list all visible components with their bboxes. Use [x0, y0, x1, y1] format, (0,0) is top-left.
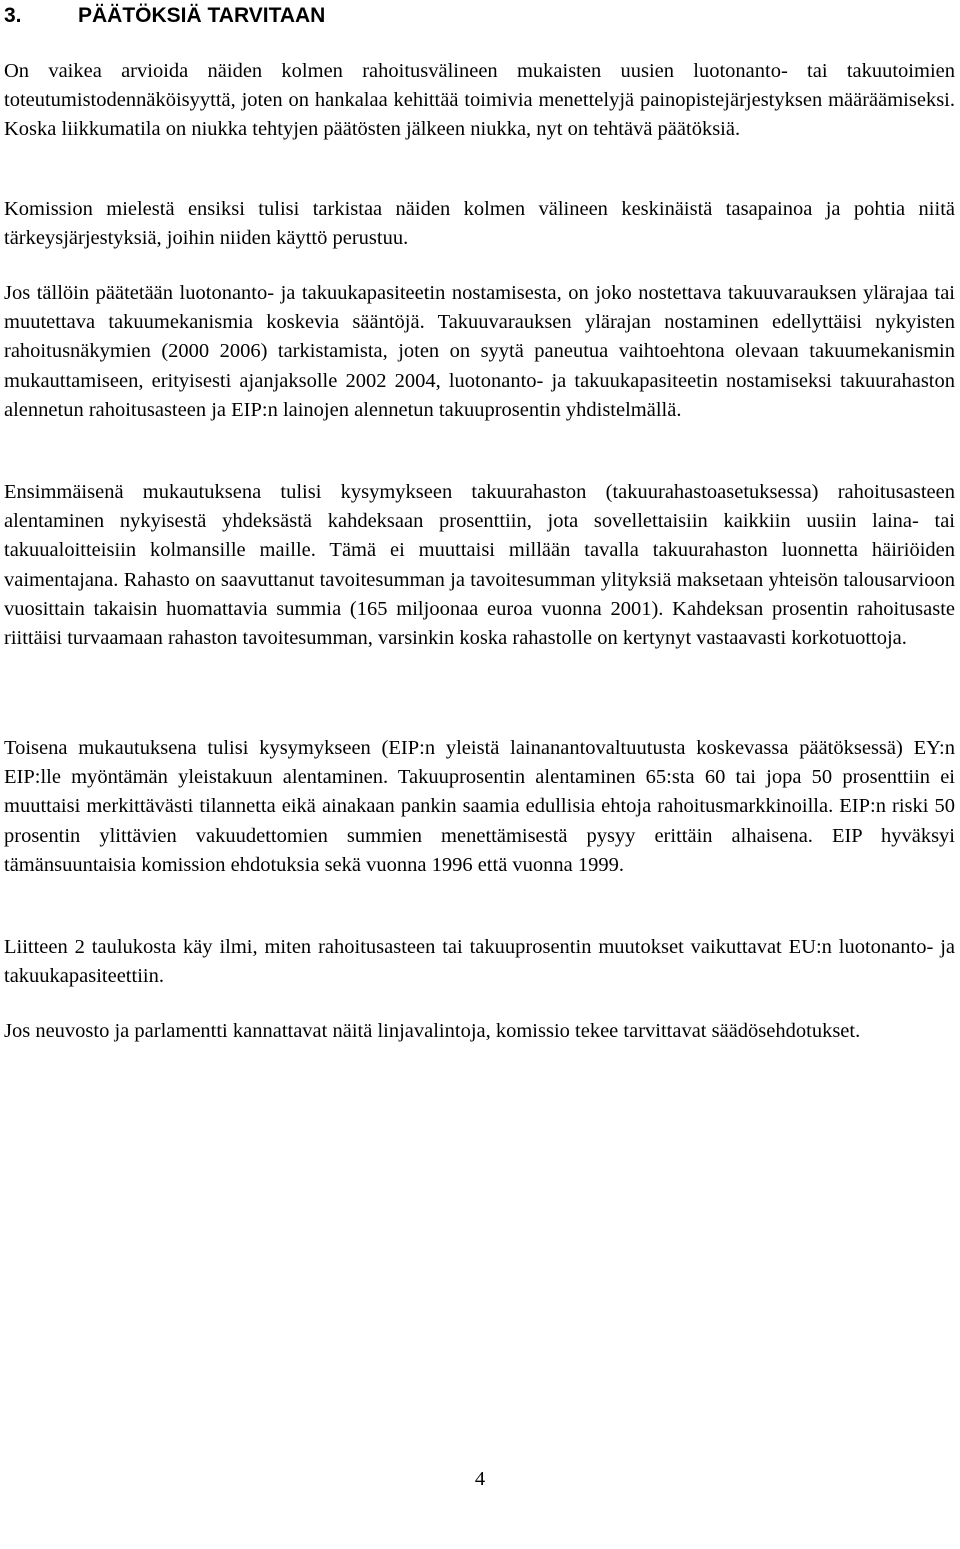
- section-title: PÄÄTÖKSIÄ TARVITAAN: [78, 4, 326, 27]
- section-number: 3.: [4, 4, 22, 27]
- paragraph-6: Liitteen 2 taulukosta käy ilmi, miten rahoitusasteen tai takuuprosentin muutokset vaikuttavat EU:n luotonanto- ja takuukapasiteettiin.: [4, 936, 955, 988]
- paragraph-2: Komission mielestä ensiksi tulisi tarkistaa näiden kolmen välineen keskinäistä tasapainoa ja pohtia niitä tärkeysjärjestyksiä, joihin niiden käyttö perustuu.: [4, 198, 955, 250]
- page-number: 4: [474, 1468, 486, 1490]
- paragraph-1: On vaikea arvioida näiden kolmen rahoitusvälineen mukaisten uusien luotonanto- tai takuutoimien toteutumistodennäköisyyttä, joten on hankalaa kehittää toimivia menettelyjä painopistejärjestyksen määräämiseksi. Koska liikkumatila on niukka tehtyjen päätösten jälkeen niukka, nyt on tehtävä päätöksiä.: [4, 60, 955, 141]
- paragraph-3: Jos tällöin päätetään luotonanto- ja takuukapasiteetin nostamisesta, on joko nostettava takuuvarauksen ylärajaa tai muutettava takuumekanismia koskevia sääntöjä. Takuuvarauksen ylärajan nostaminen edellyttäisi nykyisten rahoitusnäkymien (2000 2006) tarkistamista, joten on syytä paneutua vaihtoehtona olevaan takuumekanismin mukauttamiseen, erityisesti ajanjaksolle 2002 2004, luotonanto- ja takuukapasiteetin nostamiseksi takuurahaston alennetun rahoitusasteen ja EIP:n lainojen alennetun takuuprosentin yhdistelmällä.: [4, 282, 955, 421]
- paragraph-4: Ensimmäisenä mukautuksena tulisi kysymykseen takuurahaston (takuurahastoasetuksessa) rahoitusasteen alentaminen nykyisestä yhdeksästä kahdeksaan prosenttiin, jota sovellettaisiin kaikkiin uusiin laina- tai takuualoitteisiin kolmansille maille. Tämä ei muuttaisi millään tavalla takuurahaston luonnetta häiriöiden vaimentajana. Rahasto on saavuttanut tavoitesumman ja tavoitesumman ylityksiä maksetaan yhteisön talousarvioon vuosittain takaisin huomattavia summia (165 miljoonaa euroa vuonna 2001). Kahdeksan prosentin rahoitusaste riittäisi turvaamaan rahaston tavoitesumman, varsinkin koska rahastolle on kertynyt vastaavasti korkotuottoja.: [4, 481, 955, 650]
- paragraph-7: Jos neuvosto ja parlamentti kannattavat näitä linjavalintoja, komissio tekee tarvittavat säädösehdotukset.: [4, 1020, 861, 1042]
- section-heading: [4, 2, 325, 30]
- paragraph-5: Toisena mukautuksena tulisi kysymykseen (EIP:n yleistä lainanantovaltuutusta koskevassa päätöksessä) EY:n EIP:lle myöntämän yleistakuun alentaminen. Takuuprosentin alentaminen 65:sta 60 tai jopa 50 prosenttiin ei muuttaisi merkittävästi tilannetta eikä ainakaan pankin saamia edullisia ehtoja rahoitusmarkkinoilla. EIP:n riski 50 prosentin ylittävien vakuudettomien summien menettämisestä pysyy erittäin alhaisena. EIP hyväksyi tämänsuuntaisia komission ehdotuksia sekä vuonna 1996 että vuonna 1999.: [4, 737, 955, 876]
